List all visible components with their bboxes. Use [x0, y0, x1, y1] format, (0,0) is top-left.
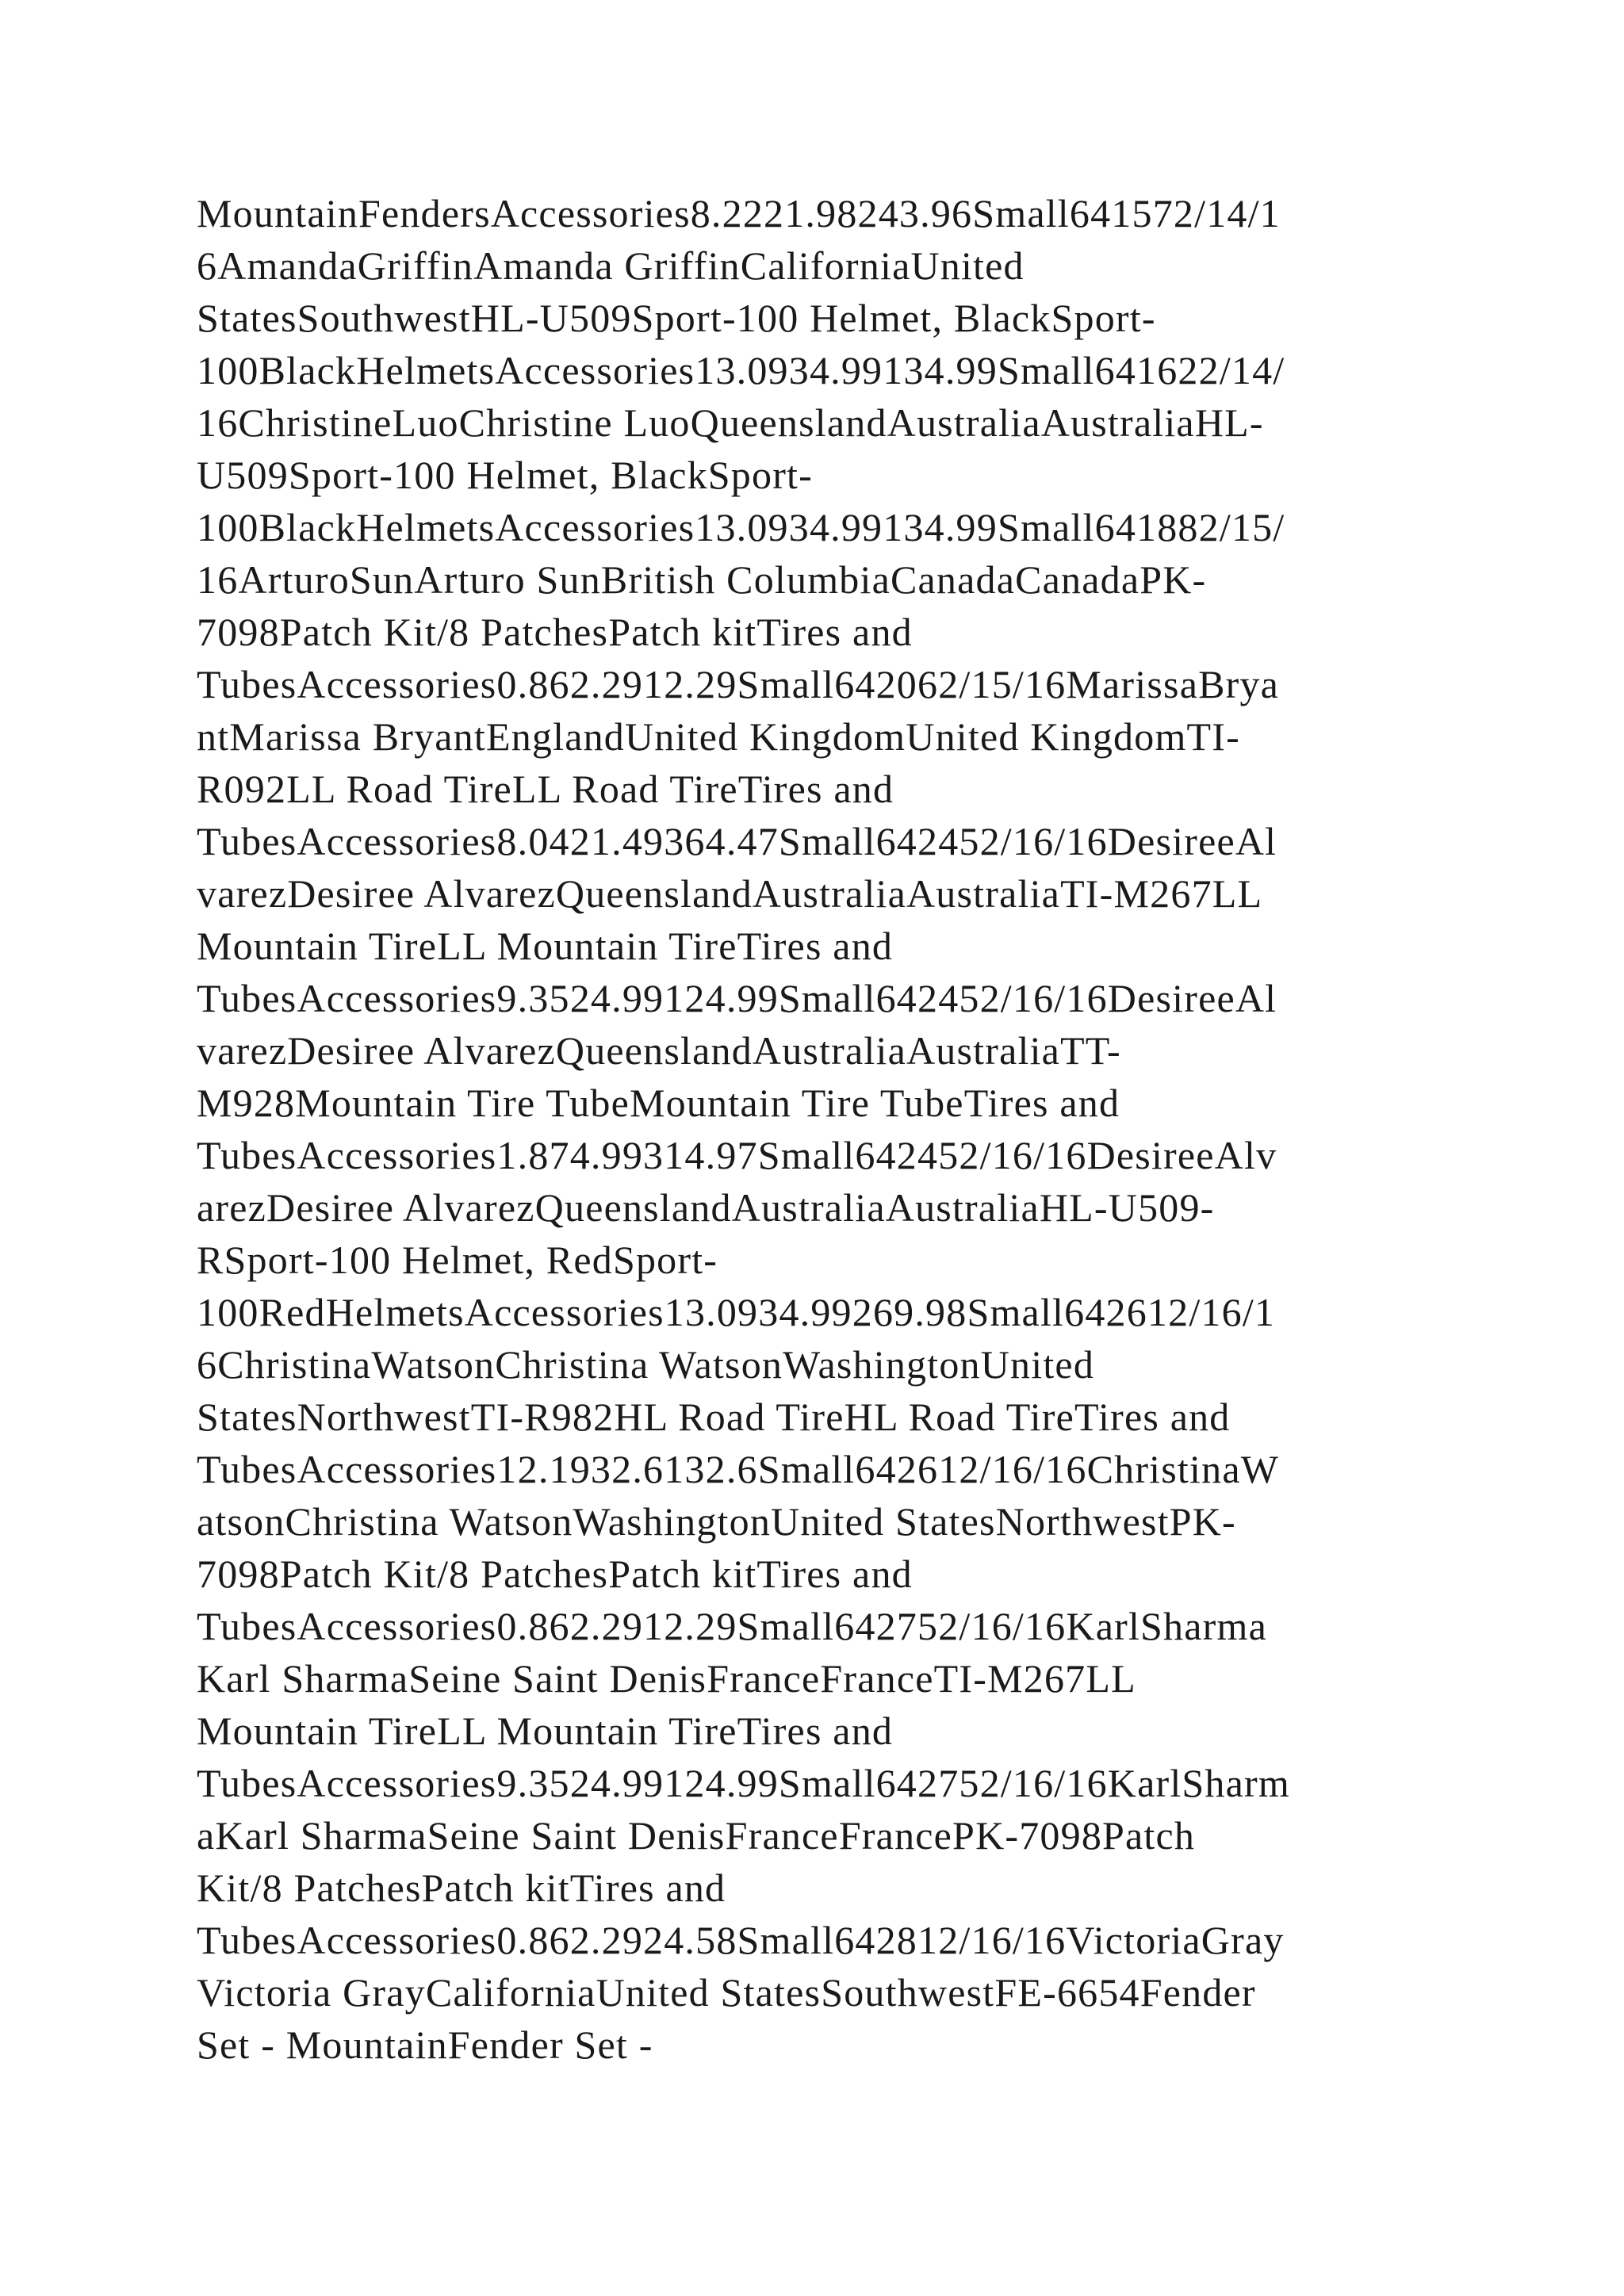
text-line: 16ChristineLuoChristine LuoQueenslandAustraliaAustraliaHL- [197, 400, 1264, 445]
text-line: Mountain TireLL Mountain TireTires and [197, 924, 894, 968]
text-line: 7098Patch Kit/8 PatchesPatch kitTires and [197, 610, 913, 654]
text-line: varezDesiree AlvarezQueenslandAustraliaAustraliaTT- [197, 1028, 1121, 1073]
text-line: atsonChristina WatsonWashingtonUnited StatesNorthwestPK- [197, 1499, 1236, 1544]
text-line: Victoria GrayCaliforniaUnited StatesSouthwestFE-6654Fender [197, 1970, 1256, 2015]
text-line: 16ArturoSunArturo SunBritish ColumbiaCanadaCanadaPK- [197, 557, 1207, 602]
text-line: 100BlackHelmetsAccessories13.0934.99134.99Small641622/14/ [197, 348, 1285, 392]
text-line: M928Mountain Tire TubeMountain Tire TubeTires and [197, 1081, 1120, 1125]
text-line: ntMarissa BryantEnglandUnited KingdomUnited KingdomTI- [197, 714, 1240, 759]
text-line: Karl SharmaSeine Saint DenisFranceFranceTI-M267LL [197, 1656, 1136, 1701]
text-line: StatesNorthwestTI-R982HL Road TireHL Road TireTires and [197, 1395, 1231, 1439]
text-line: varezDesiree AlvarezQueenslandAustraliaAustraliaTI-M267LL [197, 871, 1263, 916]
text-line: Mountain TireLL Mountain TireTires and [197, 1709, 894, 1753]
text-line: 100BlackHelmetsAccessories13.0934.99134.99Small641882/15/ [197, 505, 1285, 549]
text-line: TubesAccessories0.862.2912.29Small642752/16/16KarlSharma [197, 1604, 1267, 1648]
document-body-text [197, 187, 1450, 2071]
text-line: 6ChristinaWatsonChristina WatsonWashingtonUnited [197, 1342, 1095, 1387]
text-line: Kit/8 PatchesPatch kitTires and [197, 1866, 726, 1910]
text-line: TubesAccessories0.862.2924.58Small642812/16/16VictoriaGray [197, 1918, 1285, 1962]
text-line: 7098Patch Kit/8 PatchesPatch kitTires and [197, 1552, 913, 1596]
text-line: TubesAccessories12.1932.6132.6Small642612/16/16ChristinaW [197, 1447, 1280, 1491]
text-line: Set - MountainFender Set - [197, 2022, 653, 2067]
text-line: 6AmandaGriffinAmanda GriffinCaliforniaUnited [197, 243, 1025, 288]
text-line: TubesAccessories9.3524.99124.99Small642452/16/16DesireeAl [197, 976, 1277, 1020]
text-line: MountainFendersAccessories8.2221.98243.96Small641572/14/1 [197, 191, 1281, 235]
text-line: TubesAccessories9.3524.99124.99Small642752/16/16KarlSharm [197, 1761, 1290, 1805]
text-line: TubesAccessories0.862.2912.29Small642062/15/16MarissaBrya [197, 662, 1280, 706]
text-line: arezDesiree AlvarezQueenslandAustraliaAustraliaHL-U509- [197, 1185, 1215, 1230]
text-line: TubesAccessories8.0421.49364.47Small642452/16/16DesireeAl [197, 819, 1277, 863]
text-line: aKarl SharmaSeine Saint DenisFranceFrancePK-7098Patch [197, 1813, 1196, 1858]
text-line: 100RedHelmetsAccessories13.0934.99269.98Small642612/16/1 [197, 1290, 1276, 1334]
text-line: R092LL Road TireLL Road TireTires and [197, 767, 894, 811]
text-line: RSport-100 Helmet, RedSport- [197, 1238, 718, 1282]
text-line: U509Sport-100 Helmet, BlackSport- [197, 453, 814, 497]
text-line: StatesSouthwestHL-U509Sport-100 Helmet, BlackSport- [197, 296, 1156, 340]
text-line: TubesAccessories1.874.99314.97Small642452/16/16DesireeAlv [197, 1133, 1277, 1177]
